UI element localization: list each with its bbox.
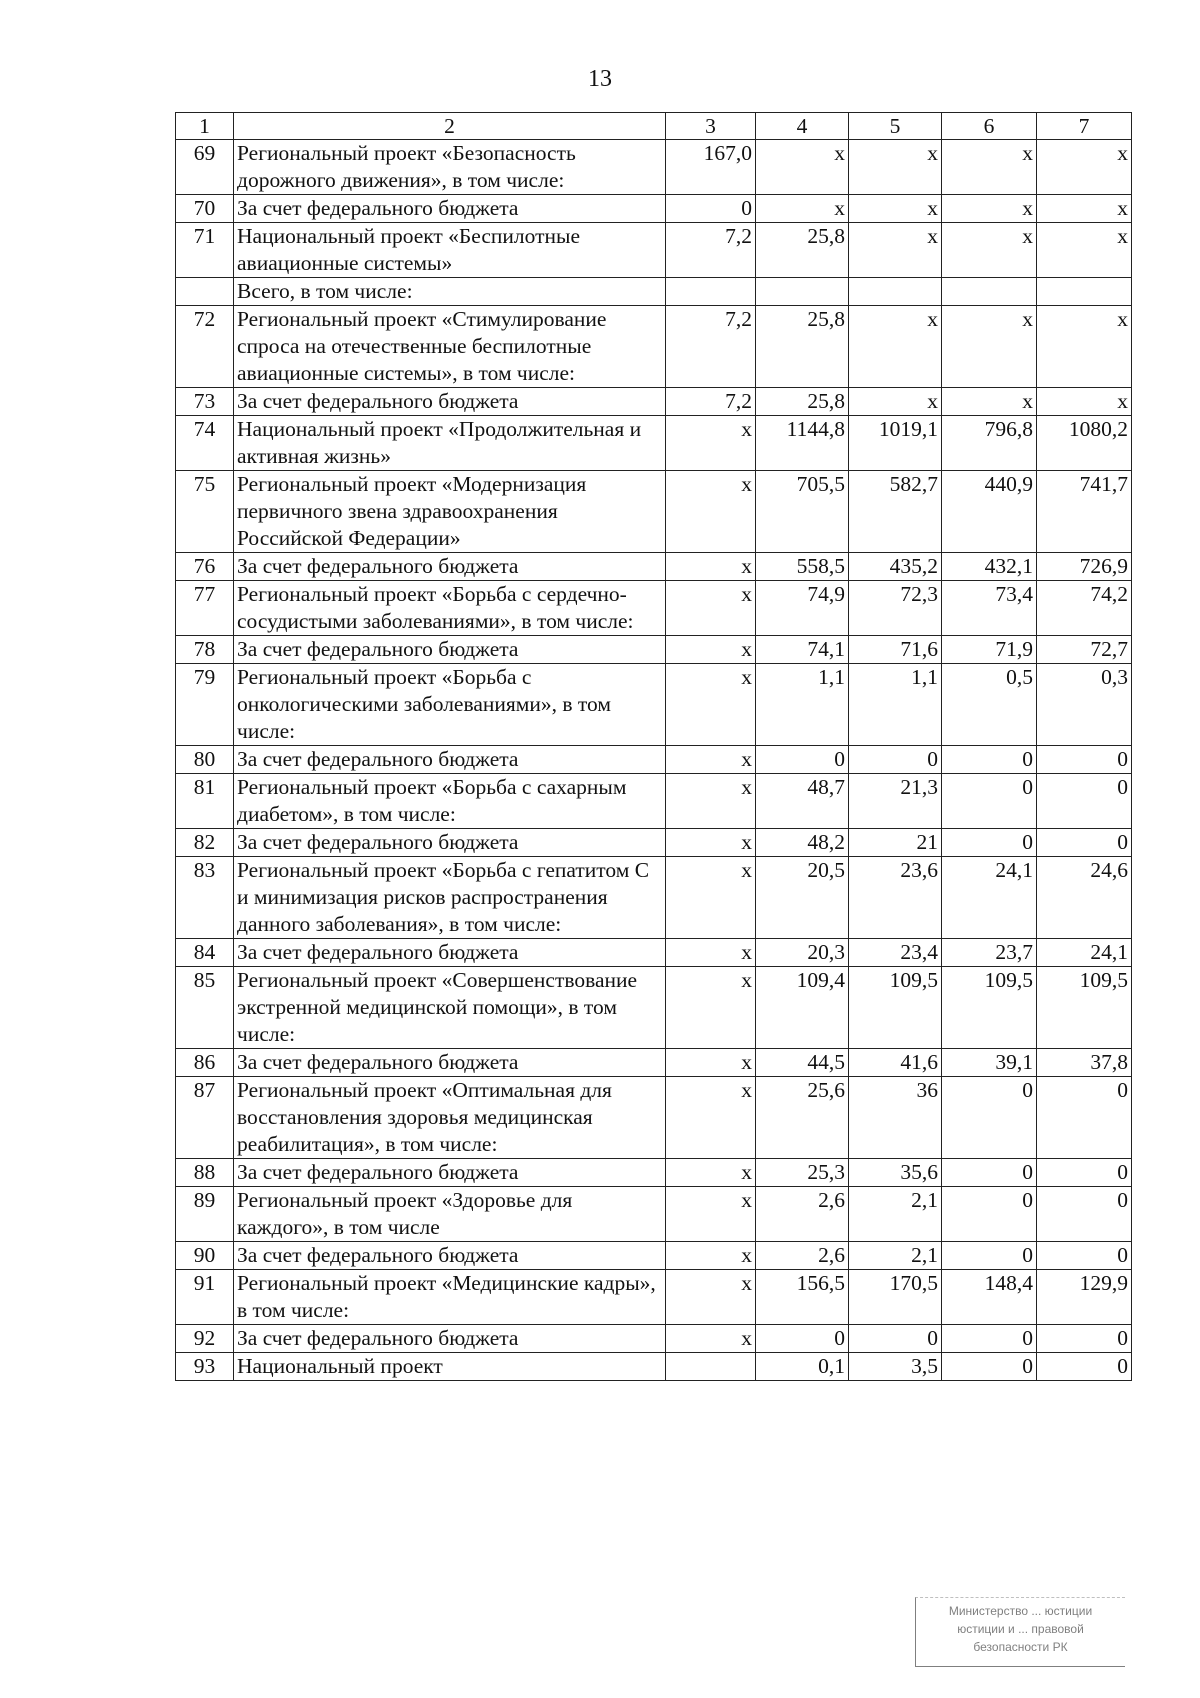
header-cell: 6 <box>942 113 1037 140</box>
value-cell-col5: 21 <box>849 829 942 857</box>
value-cell-col6: 24,1 <box>942 857 1037 939</box>
table-row <box>176 939 1132 967</box>
page-number: 13 <box>588 66 612 92</box>
row-name: За счет федерального бюджета <box>234 1049 666 1077</box>
value-cell-col3: x <box>666 1077 756 1159</box>
value-cell-col6: 109,5 <box>942 967 1037 1049</box>
value-cell-col6: x <box>942 223 1037 278</box>
value-cell-col3: x <box>666 746 756 774</box>
value-cell-col4: 74,9 <box>756 581 849 636</box>
value-cell-col7: 0 <box>1037 1187 1132 1242</box>
value-cell-col7: 0 <box>1037 1242 1132 1270</box>
value-cell-col4 <box>756 278 849 306</box>
row-name: За счет федерального бюджета <box>234 1242 666 1270</box>
value-cell-col3: x <box>666 553 756 581</box>
table-row <box>176 746 1132 774</box>
row-name: Национальный проект <box>234 1353 666 1381</box>
value-cell-col4: 44,5 <box>756 1049 849 1077</box>
value-cell-col3: x <box>666 967 756 1049</box>
value-cell-col3: 167,0 <box>666 140 756 195</box>
value-cell-col4: 25,3 <box>756 1159 849 1187</box>
value-cell-col5: 3,5 <box>849 1353 942 1381</box>
header-row <box>176 113 1132 140</box>
value-cell-col5: 41,6 <box>849 1049 942 1077</box>
value-cell-col4: 0 <box>756 1325 849 1353</box>
row-number: 88 <box>176 1159 234 1187</box>
table-row <box>176 471 1132 553</box>
row-name: Национальный проект «Беспилотные авиационные системы» <box>234 223 666 278</box>
value-cell-col3: x <box>666 774 756 829</box>
row-name: Региональный проект «Безопасность дорожного движения», в том числе: <box>234 140 666 195</box>
value-cell-col6: 0,5 <box>942 664 1037 746</box>
value-cell-col3: 7,2 <box>666 223 756 278</box>
row-number: 72 <box>176 306 234 388</box>
value-cell-col4: 25,6 <box>756 1077 849 1159</box>
value-cell-col4: 558,5 <box>756 553 849 581</box>
value-cell-col5: 1,1 <box>849 664 942 746</box>
value-cell-col7: 0 <box>1037 1325 1132 1353</box>
value-cell-col5: x <box>849 223 942 278</box>
table-body <box>176 140 1132 1381</box>
value-cell-col6: 0 <box>942 1159 1037 1187</box>
table-row <box>176 1242 1132 1270</box>
stamp-line: Министерство ... юстиции <box>948 1604 1093 1618</box>
value-cell-col4: 74,1 <box>756 636 849 664</box>
value-cell-col6: 0 <box>942 1187 1037 1242</box>
table-row <box>176 581 1132 636</box>
value-cell-col7: x <box>1037 195 1132 223</box>
value-cell-col5: 0 <box>849 1325 942 1353</box>
table-row <box>176 140 1132 195</box>
value-cell-col3 <box>666 278 756 306</box>
value-cell-col4: 48,2 <box>756 829 849 857</box>
value-cell-col4: 109,4 <box>756 967 849 1049</box>
row-name: За счет федерального бюджета <box>234 1159 666 1187</box>
row-number: 85 <box>176 967 234 1049</box>
value-cell-col6: 39,1 <box>942 1049 1037 1077</box>
value-cell-col4: x <box>756 195 849 223</box>
value-cell-col7: 0,3 <box>1037 664 1132 746</box>
value-cell-col4: 48,7 <box>756 774 849 829</box>
value-cell-col4: 0,1 <box>756 1353 849 1381</box>
value-cell-col6: 0 <box>942 1077 1037 1159</box>
value-cell-col6: x <box>942 140 1037 195</box>
value-cell-col3: x <box>666 939 756 967</box>
row-number: 89 <box>176 1187 234 1242</box>
row-name: Национальный проект «Продолжительная и активная жизнь» <box>234 416 666 471</box>
row-number: 82 <box>176 829 234 857</box>
value-cell-col5: 170,5 <box>849 1270 942 1325</box>
value-cell-col6: 796,8 <box>942 416 1037 471</box>
value-cell-col7: 0 <box>1037 829 1132 857</box>
value-cell-col5: 582,7 <box>849 471 942 553</box>
table-row <box>176 664 1132 746</box>
value-cell-col6: x <box>942 195 1037 223</box>
header-cell: 1 <box>176 113 234 140</box>
value-cell-col4: 705,5 <box>756 471 849 553</box>
value-cell-col4: 2,6 <box>756 1242 849 1270</box>
value-cell-col7: 129,9 <box>1037 1270 1132 1325</box>
value-cell-col5: 21,3 <box>849 774 942 829</box>
value-cell-col7: 0 <box>1037 774 1132 829</box>
table-row <box>176 306 1132 388</box>
value-cell-col5: 2,1 <box>849 1187 942 1242</box>
table-row <box>176 967 1132 1049</box>
value-cell-col6: x <box>942 388 1037 416</box>
value-cell-col3: x <box>666 1159 756 1187</box>
table-row <box>176 1049 1132 1077</box>
row-name: За счет федерального бюджета <box>234 195 666 223</box>
value-cell-col4: 1144,8 <box>756 416 849 471</box>
value-cell-col7: 0 <box>1037 1353 1132 1381</box>
value-cell-col6: 0 <box>942 774 1037 829</box>
value-cell-col4: x <box>756 140 849 195</box>
table-row <box>176 636 1132 664</box>
value-cell-col5: 1019,1 <box>849 416 942 471</box>
value-cell-col4: 25,8 <box>756 388 849 416</box>
value-cell-col5: 23,6 <box>849 857 942 939</box>
table-row <box>176 1077 1132 1159</box>
value-cell-col4: 156,5 <box>756 1270 849 1325</box>
value-cell-col7: 1080,2 <box>1037 416 1132 471</box>
value-cell-col6 <box>942 278 1037 306</box>
value-cell-col3: 0 <box>666 195 756 223</box>
value-cell-col5 <box>849 278 942 306</box>
value-cell-col3: x <box>666 1270 756 1325</box>
row-number <box>176 278 234 306</box>
row-name: За счет федерального бюджета <box>234 829 666 857</box>
row-number: 69 <box>176 140 234 195</box>
table-row <box>176 388 1132 416</box>
value-cell-col3: x <box>666 1242 756 1270</box>
registration-stamp <box>915 1597 1125 1667</box>
row-number: 75 <box>176 471 234 553</box>
value-cell-col5: 71,6 <box>849 636 942 664</box>
value-cell-col3: x <box>666 829 756 857</box>
row-number: 71 <box>176 223 234 278</box>
value-cell-col5: 109,5 <box>849 967 942 1049</box>
table-row <box>176 829 1132 857</box>
value-cell-col6: 148,4 <box>942 1270 1037 1325</box>
value-cell-col7: 109,5 <box>1037 967 1132 1049</box>
row-name: За счет федерального бюджета <box>234 939 666 967</box>
header-cell: 5 <box>849 113 942 140</box>
value-cell-col7: x <box>1037 306 1132 388</box>
table-row <box>176 1187 1132 1242</box>
value-cell-col5: 35,6 <box>849 1159 942 1187</box>
value-cell-col5: 36 <box>849 1077 942 1159</box>
row-number: 73 <box>176 388 234 416</box>
row-name: Региональный проект «Медицинские кадры», в том числе: <box>234 1270 666 1325</box>
value-cell-col6: 0 <box>942 829 1037 857</box>
value-cell-col3 <box>666 1353 756 1381</box>
value-cell-col7: 0 <box>1037 746 1132 774</box>
row-name: Региональный проект «Борьба с сердечно-сосудистыми заболеваниями», в том числе: <box>234 581 666 636</box>
row-name: Региональный проект «Здоровье для каждого», в том числе <box>234 1187 666 1242</box>
row-name: За счет федерального бюджета <box>234 636 666 664</box>
value-cell-col6: 440,9 <box>942 471 1037 553</box>
value-cell-col6: 73,4 <box>942 581 1037 636</box>
value-cell-col4: 25,8 <box>756 306 849 388</box>
table-row <box>176 278 1132 306</box>
value-cell-col5: 435,2 <box>849 553 942 581</box>
value-cell-col7: 37,8 <box>1037 1049 1132 1077</box>
row-number: 93 <box>176 1353 234 1381</box>
value-cell-col4: 20,3 <box>756 939 849 967</box>
value-cell-col7 <box>1037 278 1132 306</box>
value-cell-col7: x <box>1037 388 1132 416</box>
row-name: Региональный проект «Борьба с сахарным диабетом», в том числе: <box>234 774 666 829</box>
value-cell-col3: x <box>666 471 756 553</box>
table-row <box>176 195 1132 223</box>
value-cell-col3: x <box>666 1325 756 1353</box>
value-cell-col3: x <box>666 1187 756 1242</box>
table-row <box>176 416 1132 471</box>
row-name: Региональный проект «Модернизация первичного звена здравоохранения Российской Федерации» <box>234 471 666 553</box>
table-row <box>176 857 1132 939</box>
table-row <box>176 1159 1132 1187</box>
value-cell-col7: 0 <box>1037 1077 1132 1159</box>
value-cell-col7: 0 <box>1037 1159 1132 1187</box>
row-number: 87 <box>176 1077 234 1159</box>
row-number: 91 <box>176 1270 234 1325</box>
value-cell-col4: 0 <box>756 746 849 774</box>
row-number: 74 <box>176 416 234 471</box>
row-name: За счет федерального бюджета <box>234 746 666 774</box>
value-cell-col6: 0 <box>942 1325 1037 1353</box>
table-row <box>176 1270 1132 1325</box>
row-number: 81 <box>176 774 234 829</box>
row-name: Региональный проект «Оптимальная для восстановления здоровья медицинская реабилитация», в том числе: <box>234 1077 666 1159</box>
value-cell-col3: 7,2 <box>666 306 756 388</box>
value-cell-col7: 74,2 <box>1037 581 1132 636</box>
value-cell-col5: x <box>849 195 942 223</box>
value-cell-col4: 2,6 <box>756 1187 849 1242</box>
row-name: За счет федерального бюджета <box>234 553 666 581</box>
value-cell-col3: 7,2 <box>666 388 756 416</box>
value-cell-col7: 24,1 <box>1037 939 1132 967</box>
row-number: 76 <box>176 553 234 581</box>
row-number: 83 <box>176 857 234 939</box>
row-number: 77 <box>176 581 234 636</box>
value-cell-col4: 20,5 <box>756 857 849 939</box>
row-number: 78 <box>176 636 234 664</box>
table-row <box>176 1353 1132 1381</box>
row-name: За счет федерального бюджета <box>234 1325 666 1353</box>
value-cell-col7: 726,9 <box>1037 553 1132 581</box>
value-cell-col5: x <box>849 140 942 195</box>
value-cell-col7: x <box>1037 223 1132 278</box>
row-name: Региональный проект «Стимулирование спроса на отечественные беспилотные авиационные системы», в том числе: <box>234 306 666 388</box>
header-cell: 4 <box>756 113 849 140</box>
value-cell-col3: x <box>666 664 756 746</box>
value-cell-col6: 23,7 <box>942 939 1037 967</box>
value-cell-col6: 0 <box>942 746 1037 774</box>
value-cell-col5: x <box>849 306 942 388</box>
row-number: 84 <box>176 939 234 967</box>
value-cell-col5: 23,4 <box>849 939 942 967</box>
row-name: Региональный проект «Совершенствование экстренной медицинской помощи», в том числе: <box>234 967 666 1049</box>
value-cell-col4: 1,1 <box>756 664 849 746</box>
row-name: Всего, в том числе: <box>234 278 666 306</box>
value-cell-col5: 0 <box>849 746 942 774</box>
value-cell-col7: 24,6 <box>1037 857 1132 939</box>
value-cell-col3: x <box>666 857 756 939</box>
value-cell-col5: x <box>849 388 942 416</box>
value-cell-col3: x <box>666 416 756 471</box>
row-name: За счет федерального бюджета <box>234 388 666 416</box>
value-cell-col7: 741,7 <box>1037 471 1132 553</box>
value-cell-col5: 2,1 <box>849 1242 942 1270</box>
value-cell-col3: x <box>666 636 756 664</box>
value-cell-col3: x <box>666 581 756 636</box>
value-cell-col4: 25,8 <box>756 223 849 278</box>
header-cell: 2 <box>234 113 666 140</box>
table-row <box>176 774 1132 829</box>
value-cell-col6: 0 <box>942 1242 1037 1270</box>
table-row <box>176 553 1132 581</box>
table-row <box>176 1325 1132 1353</box>
value-cell-col6: 432,1 <box>942 553 1037 581</box>
row-name: Региональный проект «Борьба с гепатитом С и минимизация рисков распространения данного заболевания», в том числе: <box>234 857 666 939</box>
value-cell-col7: 72,7 <box>1037 636 1132 664</box>
value-cell-col5: 72,3 <box>849 581 942 636</box>
row-name: Региональный проект «Борьба с онкологическими заболеваниями», в том числе: <box>234 664 666 746</box>
table-row <box>176 223 1132 278</box>
value-cell-col6: 0 <box>942 1353 1037 1381</box>
header-cell: 3 <box>666 113 756 140</box>
stamp-line: юстиции и ... правовой <box>957 1622 1084 1636</box>
row-number: 80 <box>176 746 234 774</box>
row-number: 92 <box>176 1325 234 1353</box>
row-number: 79 <box>176 664 234 746</box>
row-number: 90 <box>176 1242 234 1270</box>
header-cell: 7 <box>1037 113 1132 140</box>
value-cell-col7: x <box>1037 140 1132 195</box>
value-cell-col6: x <box>942 306 1037 388</box>
row-number: 70 <box>176 195 234 223</box>
value-cell-col3: x <box>666 1049 756 1077</box>
value-cell-col6: 71,9 <box>942 636 1037 664</box>
row-number: 86 <box>176 1049 234 1077</box>
budget-table <box>175 112 1132 1381</box>
stamp-line: безопасности РК <box>973 1640 1068 1654</box>
